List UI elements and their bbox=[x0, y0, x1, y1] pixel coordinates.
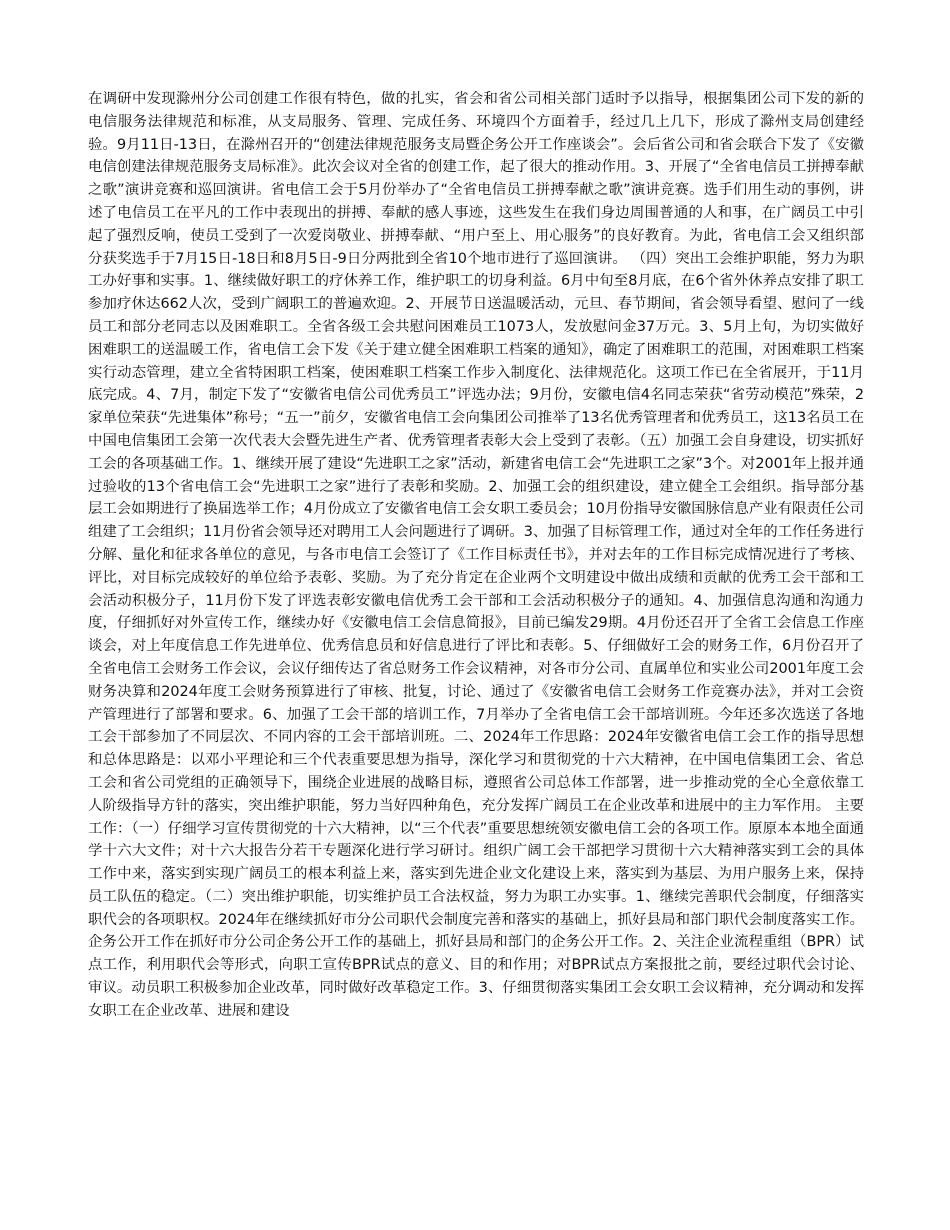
body-paragraph: 在调研中发现滁州分公司创建工作很有特色，做的扎实，省会和省公司相关部门适时予以指导，根据集团公司下发的新的电信服务法律规范和标准，从支局服务、管理、完成任务、环境四个方面着手，经过几上几下，形成了滁州支局创建经验。9月11日-13日，在滁州召开的“创建法律规范服务支局暨企务公开工作座谈会”。会后省公司和省会联合下发了《安徽电信创建法律规范服务支局标准》。此次会议对全省的创建工作，起了很大的推动作用。3、开展了“全省电信员工拼搏奉献之歌”演讲竞赛和巡回演讲。省电信工会于5月份举办了“全省电信员工拼搏奉献之歌”演讲竞赛。选手们用生动的事例，讲述了电信员工在平凡的工作中表现出的拼搏、奉献的感人事迹，这些发生在我们身边周围普通的人和事，在广阔员工中引起了强烈反响，使员工受到了一次爱岗敬业、拼搏奉献、“用户至上、用心服务”的良好教育。为此，省电信工会又组织部分获奖选手于7月15日-18日和8月5日-9日分两批到全省10个地市进行了巡回演讲。 （四）突出工会维护职能，努力为职工办好事和实事。1、继续做好职工的疗休养工作，维护职工的切身利益。6月中旬至8月底，在6个省外休养点安排了职工参加疗休达662人次，受到广阔职工的普遍欢迎。2、开展节日送温暖活动，元旦、春节期间，省会领导看望、慰问了一线员工和部分老同志以及困难职工。全省各级工会共慰问困难员工1073人，发放慰问金37万元。3、5月上旬，为切实做好困难职工的送温暖工作，省电信工会下发《关于建立健全困难职工档案的通知》，确定了困难职工的范围，对困难职工档案实行动态管理，建立全省特困职工档案，使困难职工档案工作步入制度化、法律规范化。这项工作已在全省展开，于11月底完成。4、7月，制定下发了“安徽省电信公司优秀员工”评选办法；9月份，安徽电信4名同志荣获“省劳动模范”殊荣，2家单位荣获“先进集体”称号；“五一”前夕，安徽省电信工会向集团公司推举了13名优秀管理者和优秀员工，这13名员工在中国电信集团工会第一次代表大会暨先进生产者、优秀管理者表彰大会上受到了表彰。（五）加强工会自身建设，切实抓好工会的各项基础工作。1、继续开展了建设“先进职工之家”活动，新建省电信工会“先进职工之家”3个。对2001年上报并通过验收的13个省电信工会“先进职工之家”进行了表彰和奖励。2、加强工会的组织建设，建立健全工会组织。指导部分基层工会如期进行了换届选举工作；4月份成立了安徽省电信工会女职工委员会；10月份指导安徽国脉信息产业有限责任公司组建了工会组织；11月份省会领导还对聘用工人会问题进行了调研。3、加强了目标管理工作，通过对全年的工作任务进行分解、量化和征求各单位的意见，与各市电信工会签订了《工作目标责任书》，并对去年的工作目标完成情况进行了考核、评比，对目标完成较好的单位给予表彰、奖励。为了充分肯定在企业两个文明建设中做出成绩和贡献的优秀工会干部和工会活动积极分子，11月份下发了评选表彰安徽电信优秀工会干部和工会活动积极分子的通知。4、加强信息沟通和沟通力度，仔细抓好对外宣传工作，继续办好《安徽电信工会信息简报》，目前已编发29期。4月份还召开了全省工会信息工作座谈会，对上年度信息工作先进单位、优秀信息员和好信息进行了评比和表彰。5、仔细做好工会的财务工作，6月份召开了全省电信工会财务工作会议，会议仔细传达了省总财务工作会议精神，对各市分公司、直属单位和实业公司2001年度工会财务决算和2024年度工会财务预算进行了审核、批复，讨论、通过了《安徽省电信工会财务工作竞赛办法》，并对工会资产管理进行了部署和要求。6、加强了工会干部的培训工作，7月举办了全省电信工会干部培训班。今年还多次选送了各地工会干部参加了不同层次、不同内容的工会干部培训班。二、2024年工作思路：2024年安徽省电信工会工作的指导思想和总体思路是：以邓小平理论和三个代表重要思想为指导，深化学习和贯彻党的十六大精神，在中国电信集团工会、省总工会和省公司党组的正确领导下，围绕企业进展的战略目标，遵照省公司总体工作部署，进一步推动党的全心全意依靠工人阶级指导方针的落实，突出维护职能，努力当好四种角色，充分发挥广阔员工在企业改革和进展中的主力军作用。 主要工作：（一）仔细学习宣传贯彻党的十六大精神，以“三个代表”重要思想统领安徽电信工会的各项工作。原原本本地全面通学十六大文件；对十六大报告分若干专题深化进行学习研讨。组织广阔工会干部把学习贯彻十六大精神落实到工会的具体工作中来，落实到实现广阔员工的根本利益上来，落实到先进企业文化建设上来，落实到为基层、为用户服务上来，保持员工队伍的稳定。（二）突出维护职能，切实维护员工合法权益，努力为职工办实事。1、继续完善职代会制度，仔细落实职代会的各项职权。2024年在继续抓好市分公司职代会制度完善和落实的基础上，抓好县局和部门职代会制度落实工作。企务公开工作在抓好市分公司企务公开工作的基础上，抓好县局和部门的企务公开工作。2、关注企业流程重组（BPR）试点工作，利用职代会等形式，向职工宣传BPR试点的意义、目的和作用；对BPR试点方案报批之前，要经过职代会讨论、审议。动员职工积极参加企业改革，同时做好改革稳定工作。3、仔细贯彻落实集团工会女职工会议精神，充分调动和发挥女职工在企业改革、进展和建设 bbox=[88, 91, 864, 1019]
document-page bbox=[88, 88, 864, 1023]
